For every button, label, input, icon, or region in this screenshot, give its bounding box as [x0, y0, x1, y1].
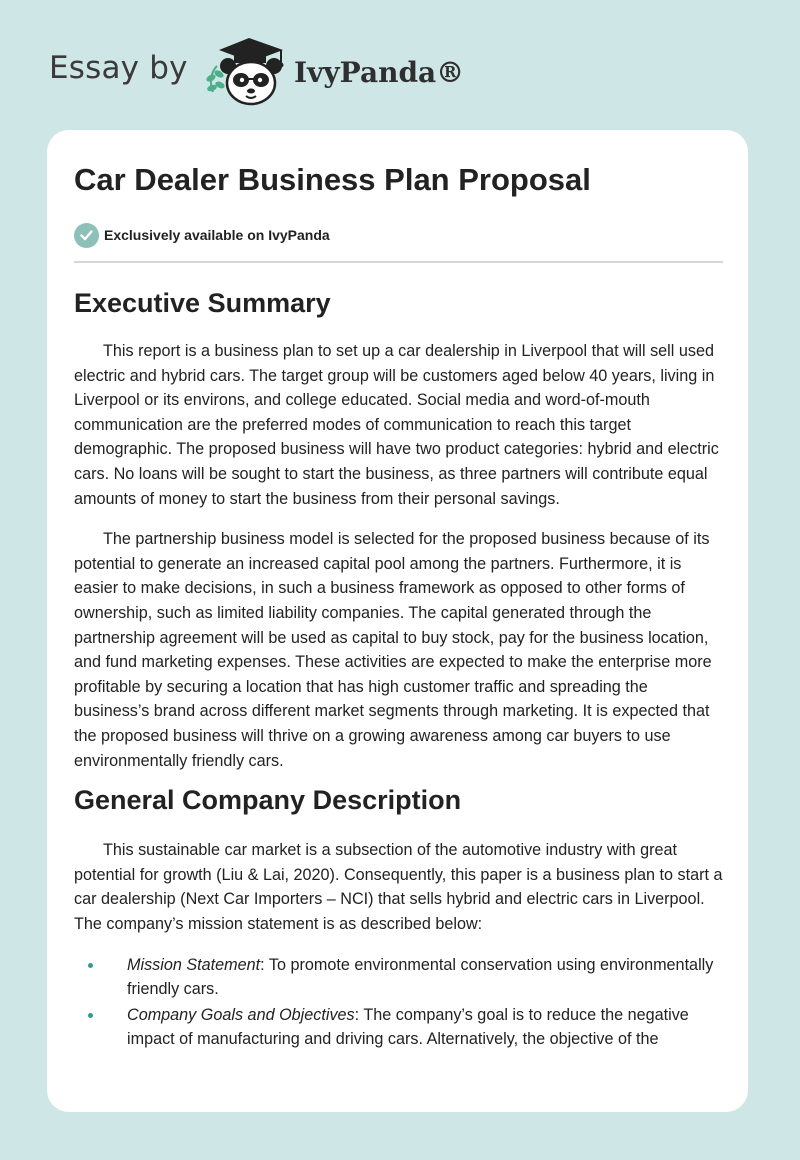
badge-text: Exclusively available on IvyPanda: [104, 227, 330, 243]
brand-name: IvyPanda®: [294, 56, 465, 89]
bullet-dot: [88, 1013, 93, 1018]
list-item-term: Company Goals and Objectives: [127, 1005, 355, 1024]
list-item: [74, 953, 723, 1002]
list-item-text: : The company’s goal is to reduce the negative impact of manufacturing and driving cars. Alternatively, the objective of the: [127, 1005, 689, 1049]
list-item-term: Mission Statement: [127, 955, 261, 974]
bullet-dot: [88, 963, 93, 968]
section-heading-general-company-description: General Company Description: [74, 785, 462, 816]
paragraph: This sustainable car market is a subsection of the automotive industry with great potential for growth (Liu & Lai, 2020). Consequently, this paper is a business plan to start a car dealership (Next Car Importers – NCI) that sells hybrid and electric cars in Liverpool. The company’s mission statement is as described below:: [74, 841, 723, 934]
section-heading-executive-summary: Executive Summary: [74, 288, 331, 318]
exclusive-badge: [74, 222, 330, 248]
panda-graduate-icon: [201, 36, 293, 108]
essay-card: [47, 130, 748, 1112]
list-item: [74, 1003, 723, 1052]
page-title: Car Dealer Business Plan Proposal: [74, 162, 591, 197]
check-icon: [74, 223, 99, 248]
list-item-text: : To promote environmental conservation using environmentally friendly cars.: [127, 955, 714, 999]
bullet-list: [74, 953, 723, 1052]
essay-content: [74, 278, 723, 1053]
paragraph: This report is a business plan to set up a car dealership in Liverpool that will sell used electric and hybrid cars. The target group will be customers aged below 40 years, living in Liverpool or its environs, and college educated. Social media and word-of-mouth communication are the preferred modes of communication to reach this target demographic. The proposed business will have two product categories: hybrid and electric cars. No loans will be sought to start the business, as three partners will contribute equal amounts of money to start the business from their personal savings.: [74, 342, 719, 508]
divider: [74, 261, 723, 263]
brand-prefix: Essay by: [49, 50, 188, 86]
paragraph: The partnership business model is selected for the proposed business because of its potential to generate an increased capital pool among the partners. Furthermore, it is easier to make decisions, in such a business framework as opposed to other forms of ownership, such as limited liability companies. The capital generated through the partnership agreement will be used as capital to buy stock, pay for the business location, and fund marketing expenses. These activities are expected to make the enterprise more profitable by securing a location that has high customer traffic and spreading the business’s brand across different market segments through marketing. It is expected that the proposed business will thrive on a growing awareness among car buyers to use environmentally friendly cars.: [74, 530, 712, 770]
site-header: [0, 0, 800, 130]
